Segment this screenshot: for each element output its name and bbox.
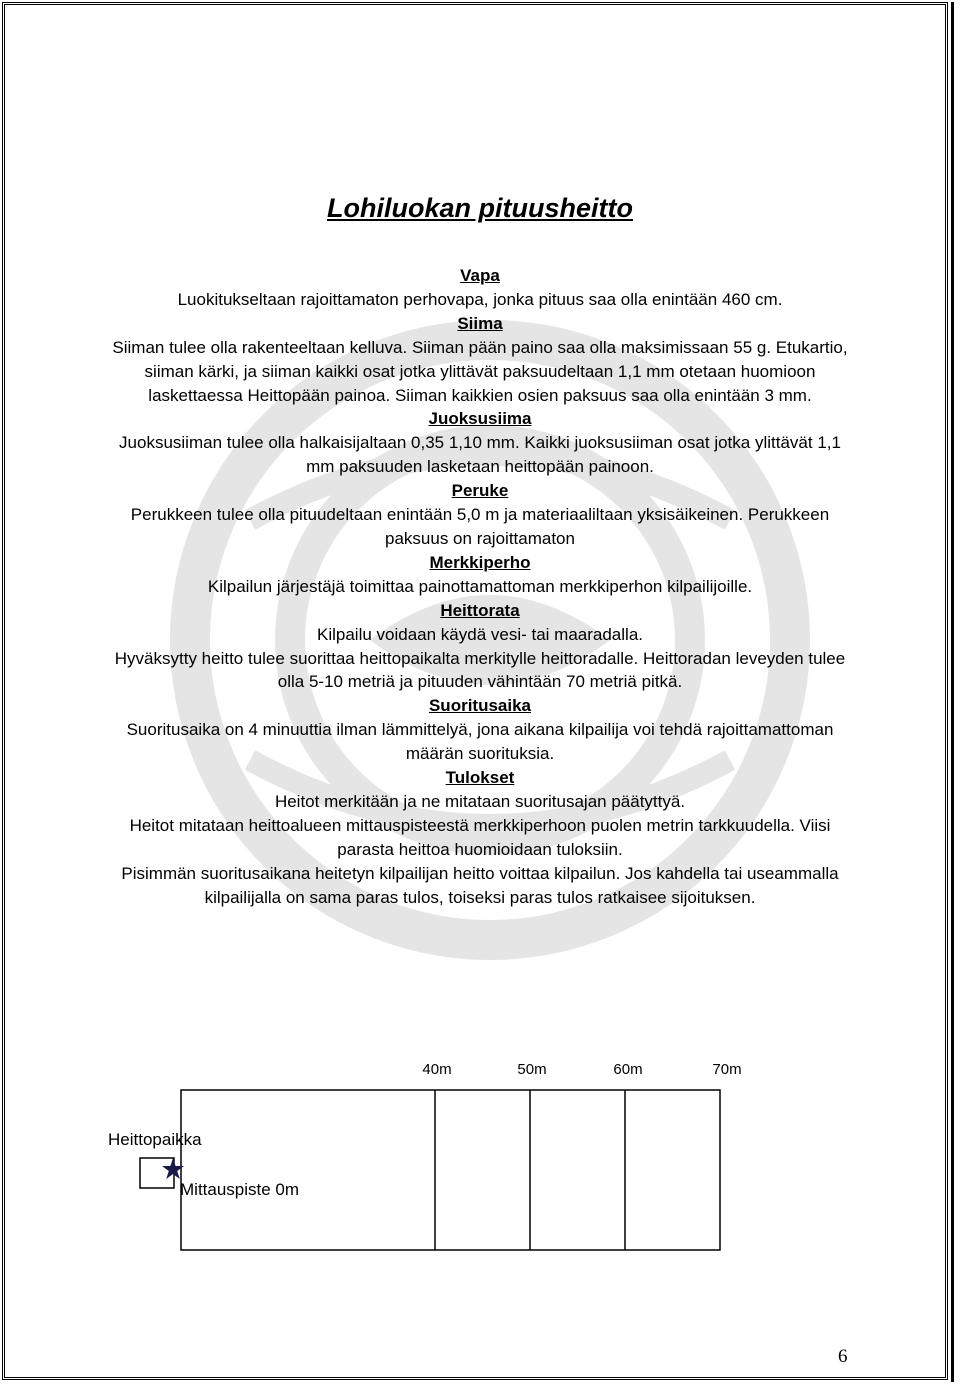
section-heading-suoritusaika: Suoritusaika	[428, 696, 532, 716]
measuring-point-label: Mittauspiste 0m	[180, 1180, 300, 1199]
section-heading-tulokset: Tulokset	[445, 768, 515, 788]
section-text-merkkiperho: Kilpailun järjestäjä toimittaa painottamattoman merkkiperhon kilpailijoille.	[207, 576, 753, 596]
section-text-siima: Siiman tulee olla rakenteeltaan kelluva. Siiman pään paino saa olla maksimissaan 55 g. Etukartio, siiman kärki, ja siiman kaikki osat jotka ylittävät paksuudeltaan 1,1 mm otetaan huomioon laskettaessa Heittopään painoa. Siiman kaikkien osien paksuus saa olla enintään 3 mm.	[112, 337, 848, 405]
distance-label-60m: 60m	[613, 1061, 643, 1078]
section-text-vapa: Luokitukseltaan rajoittamaton perhovapa, jonka pituus saa olla enintään 460 cm.	[177, 289, 783, 309]
throwing-lane-diagram	[0, 1050, 960, 1270]
section-text-tulokset-2: Heitot mitataan heittoalueen mittauspisteestä merkkiperhoon puolen metrin tarkkuudella. Viisi parasta heittoa huomioidaan tuloksiin.	[129, 815, 831, 859]
distance-label-50m: 50m	[517, 1061, 547, 1078]
lane-outline	[181, 1090, 720, 1250]
section-text-tulokset-1: Heitot merkitään ja ne mitataan suoritusajan päätyttyä.	[274, 791, 686, 811]
section-heading-peruke: Peruke	[451, 481, 509, 501]
distance-lines	[435, 1090, 625, 1250]
section-text-suoritusaika: Suoritusaika on 4 minuuttia ilman lämmittelyä, jona aikana kilpailija voi tehdä rajoittamattoman määrän suorituksia.	[126, 720, 834, 764]
throwing-spot-label: Heittopaikka	[108, 1130, 202, 1149]
page-number: 6	[838, 1346, 848, 1367]
section-text-peruke: Perukkeen tulee olla pituudeltaan enintään 5,0 m ja materiaaliltaan yksisäikeinen. Perukkeen paksuus on rajoittamaton	[130, 505, 830, 548]
distance-label-70m: 70m	[712, 1061, 742, 1078]
section-heading-heittorata: Heittorata	[440, 600, 520, 620]
section-text-tulokset-3: Pisimmän suoritusaikana heitetyn kilpailijan heitto voittaa kilpailun. Jos kahdella tai useammalla kilpailijalla on sama paras tulos, toiseksi paras tulos ratkaisee sijoituksen.	[121, 863, 839, 907]
section-heading-vapa: Vapa	[460, 266, 500, 285]
distance-label-40m: 40m	[422, 1061, 452, 1078]
section-text-heittorata-1: Kilpailu voidaan käydä vesi- tai maaradalla.	[316, 624, 643, 644]
page-title: Lohiluokan pituusheitto	[327, 193, 633, 223]
document-body	[110, 264, 850, 909]
section-heading-merkkiperho: Merkkiperho	[429, 552, 531, 572]
section-text-heittorata-2: Hyväksytty heitto tulee suorittaa heittopaikalta merkitylle heittoradalle. Heittoradan leveyden tulee olla 5-10 metriä ja pituuden vähintään 70 metriä pitkä.	[114, 648, 846, 692]
section-heading-siima: Siima	[457, 313, 503, 333]
section-heading-juoksusiima: Juoksusiima	[428, 409, 532, 429]
section-text-juoksusiima: Juoksusiiman tulee olla halkaisijaltaan 0,35 1,10 mm. Kaikki juoksusiiman osat jotka ylittävät 1,1 mm paksuuden lasketaan heittopään painoon.	[119, 433, 841, 477]
